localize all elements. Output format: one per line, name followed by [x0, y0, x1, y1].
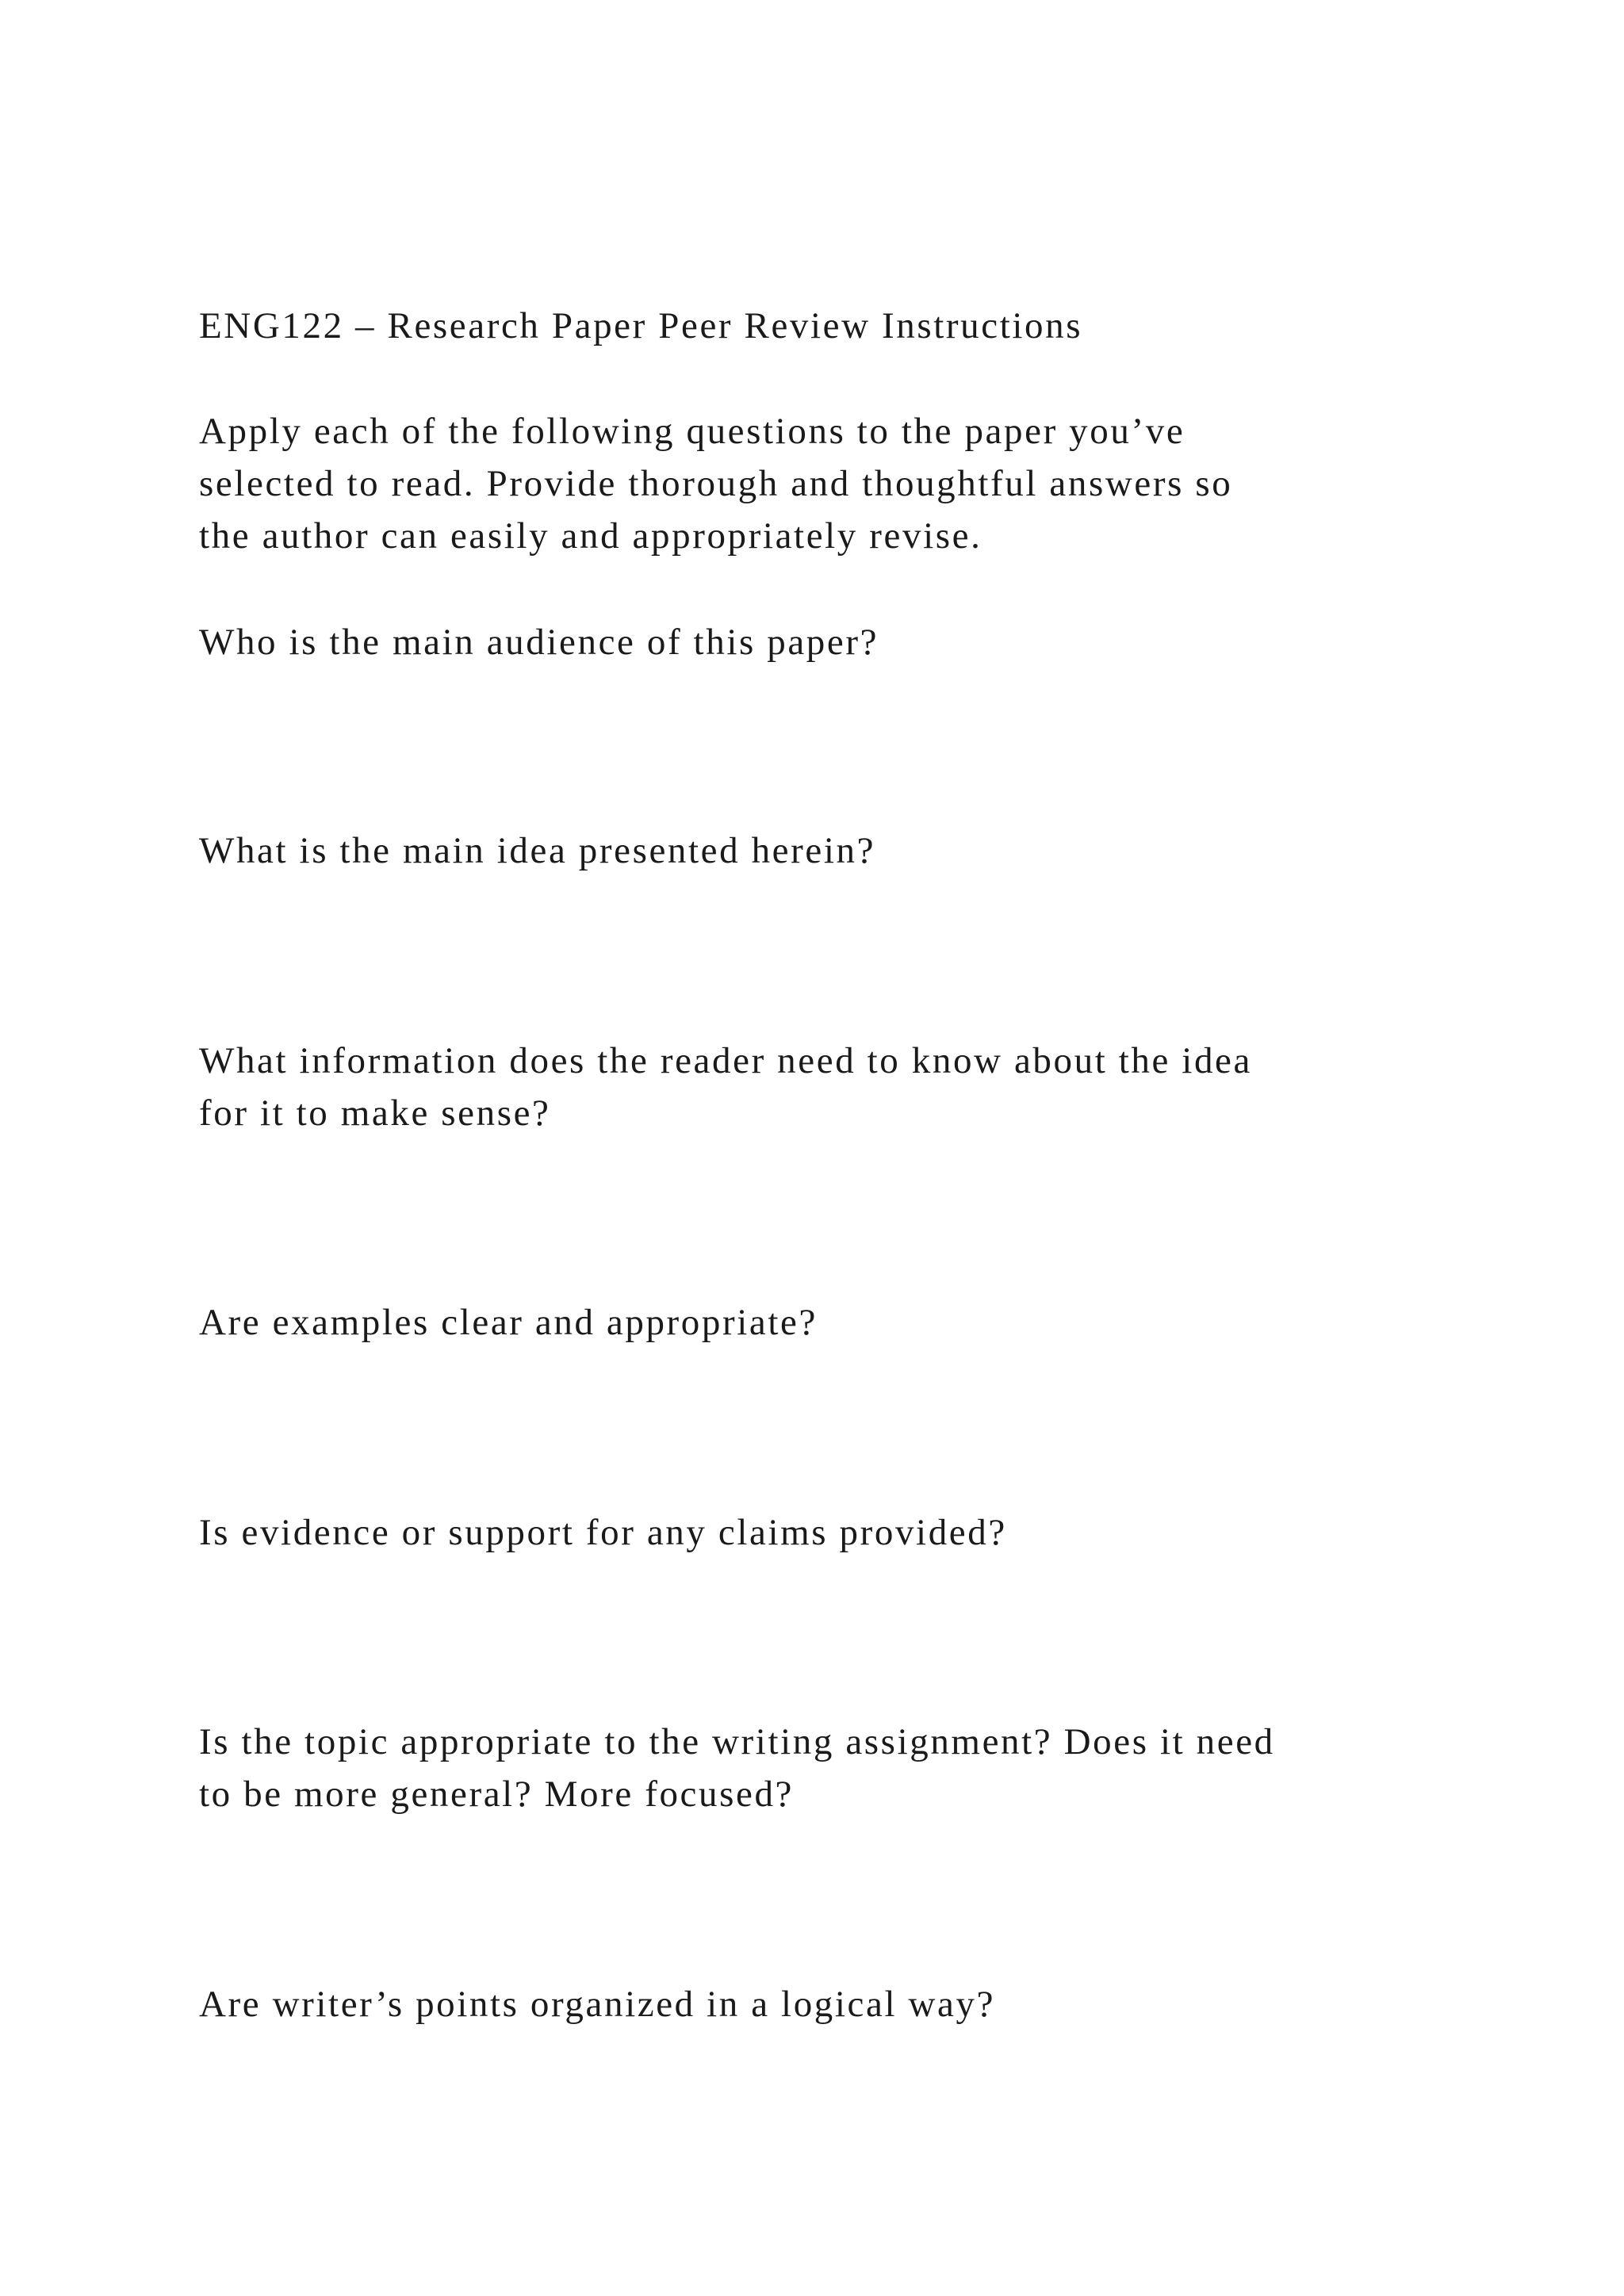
question-topic-continued: to be more general? More focused? [199, 1774, 795, 1815]
question-organization: Are writer’s points organized in a logical way? [199, 1984, 996, 2025]
question-main-idea: What is the main idea presented herein? [199, 830, 876, 871]
document-title: ENG122 – Research Paper Peer Review Instructions [199, 305, 1083, 346]
intro-line: selected to read. Provide thorough and thoughtful answers so [199, 463, 1233, 504]
question-topic: Is the topic appropriate to the writing assignment? Does it need [199, 1721, 1275, 1762]
question-evidence: Is evidence or support for any claims provided? [199, 1512, 1007, 1553]
intro-line: the author can easily and appropriately revise. [199, 515, 982, 557]
question-reader-information: What information does the reader need to know about the idea [199, 1040, 1252, 1081]
intro-line: Apply each of the following questions to the paper you’ve [199, 411, 1185, 452]
question-examples: Are examples clear and appropriate? [199, 1302, 818, 1343]
question-audience: Who is the main audience of this paper? [199, 622, 879, 663]
question-reader-information-continued: for it to make sense? [199, 1093, 551, 1134]
